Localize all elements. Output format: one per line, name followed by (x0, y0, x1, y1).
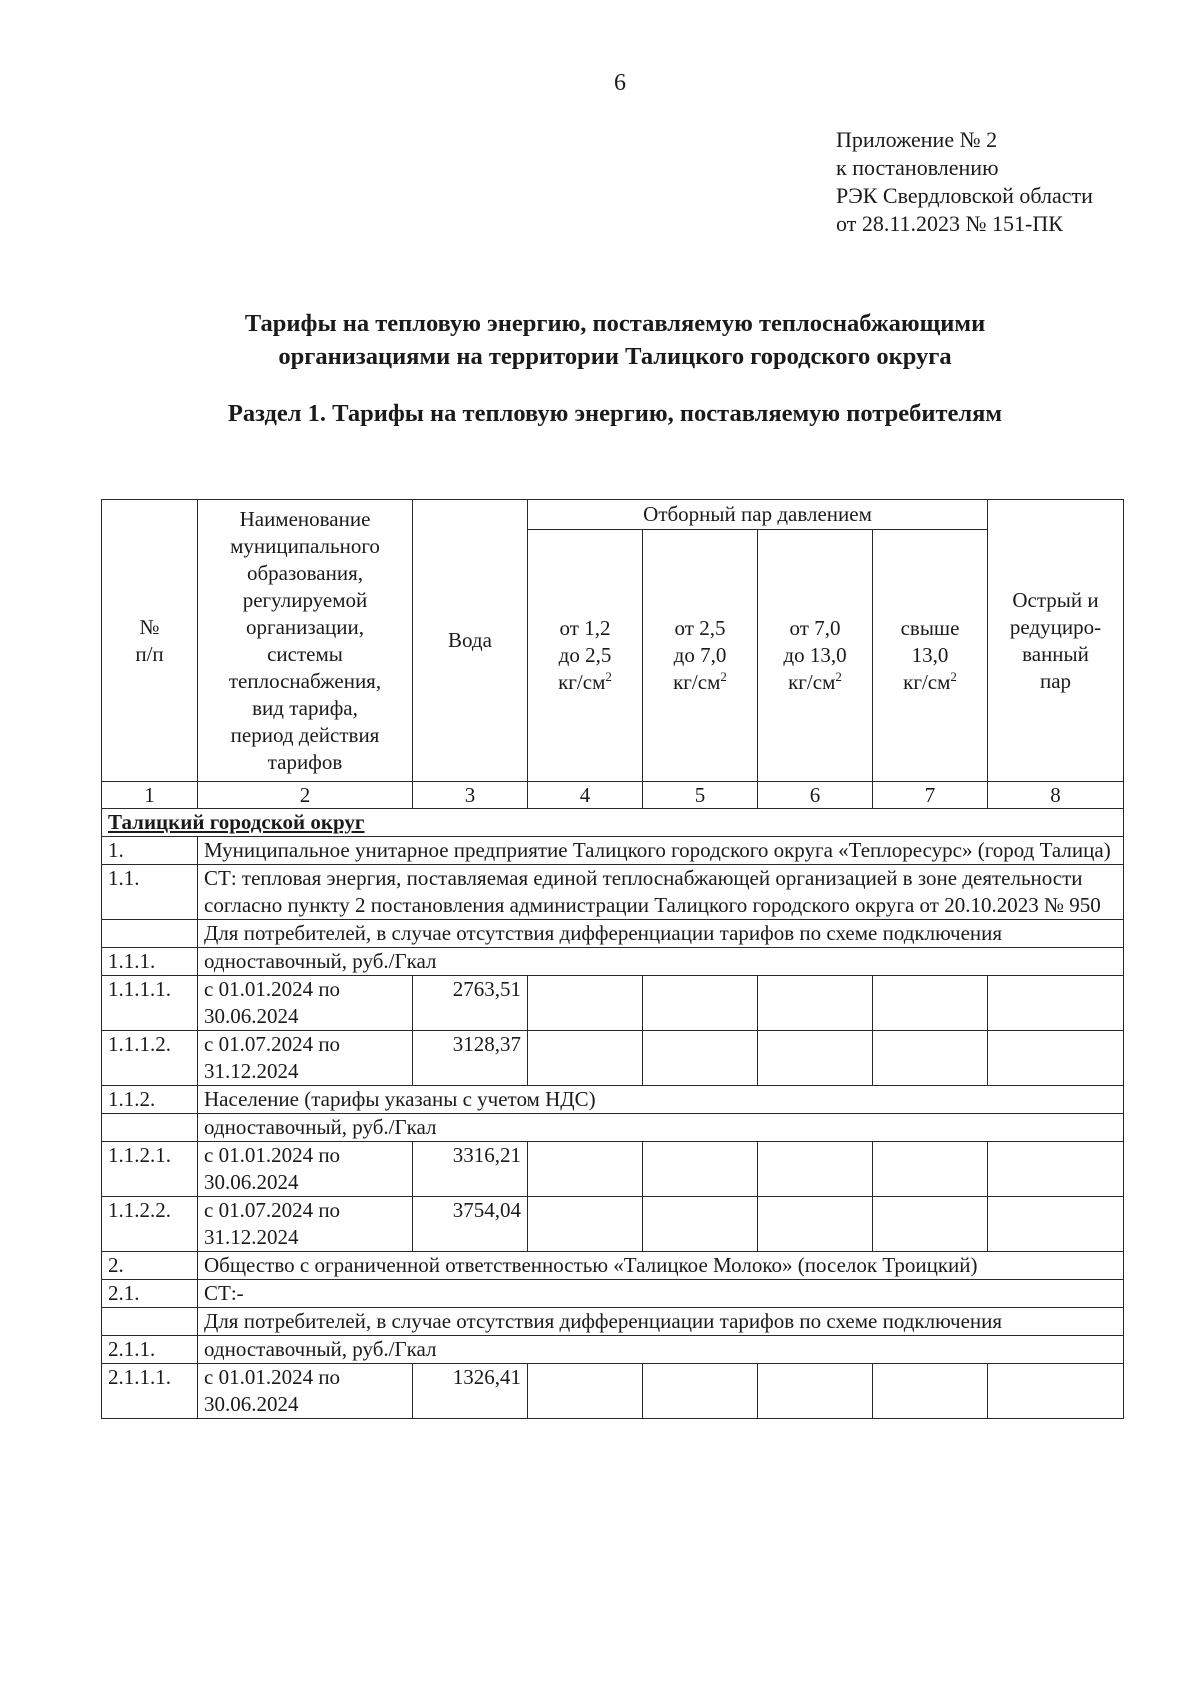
row-number: 1.1.2.1. (102, 1142, 198, 1197)
empty-cell (643, 1197, 758, 1252)
empty-cell (988, 1031, 1124, 1086)
tariff-value-row (102, 1142, 1124, 1197)
tariff-period: с 01.07.2024 по 31.12.2024 (198, 1031, 413, 1086)
empty-cell (988, 1364, 1124, 1419)
empty-cell (643, 1142, 758, 1197)
municipality-name: Талицкий городской округ (108, 810, 365, 834)
empty-cell (988, 1197, 1124, 1252)
empty-cell (873, 1142, 988, 1197)
empty-cell (528, 1142, 643, 1197)
table-row (102, 1252, 1124, 1280)
row-number: 1.1. (102, 865, 198, 920)
empty-cell (758, 1197, 873, 1252)
row-number: 1.1.1. (102, 948, 198, 976)
empty-cell (873, 1197, 988, 1252)
tariff-value-row (102, 1031, 1124, 1086)
row-description: Для потребителей, в случае отсутствия дифференциации тарифов по схеме подключения (198, 1308, 1124, 1336)
column-number: 4 (528, 782, 643, 809)
table-row (102, 920, 1124, 948)
tariff-value-row (102, 976, 1124, 1031)
table-row (102, 1114, 1124, 1142)
row-description: Общество с ограниченной ответственностью «Талицкое Молоко» (поселок Троицкий) (198, 1252, 1124, 1280)
water-tariff-value: 2763,51 (413, 976, 528, 1031)
empty-cell (643, 1364, 758, 1419)
header-steam-1-2-to-2-5: от 1,2 до 2,5 $кг/см^2$ (528, 530, 643, 782)
table-row (102, 837, 1124, 865)
tariff-period: с 01.07.2024 по 31.12.2024 (198, 1197, 413, 1252)
empty-cell (643, 1031, 758, 1086)
header-steam-7-0-to-13-0: от 7,0 до 13,0 $кг/см^2$ (758, 530, 873, 782)
table-row (102, 1086, 1124, 1114)
header-water: Вода (413, 500, 528, 782)
column-number: 6 (758, 782, 873, 809)
column-number: 2 (198, 782, 413, 809)
tariff-value-row (102, 1197, 1124, 1252)
empty-cell (873, 976, 988, 1031)
empty-cell (988, 1142, 1124, 1197)
appendix-block (836, 126, 1093, 238)
table-row (102, 1308, 1124, 1336)
row-description: Для потребителей, в случае отсутствия дифференциации тарифов по схеме подключения (198, 920, 1124, 948)
empty-cell (758, 1364, 873, 1419)
water-tariff-value: 3754,04 (413, 1197, 528, 1252)
column-number: 5 (643, 782, 758, 809)
column-number-row (102, 782, 1124, 809)
document-title (120, 307, 1110, 373)
header-steam-above-13-0: свыше 13,0 $кг/см^2$ (873, 530, 988, 782)
row-number (102, 1308, 198, 1336)
appendix-line: к постановлению (836, 155, 999, 180)
appendix-line: Приложение № 2 (836, 127, 998, 152)
row-description: Муниципальное унитарное предприятие Талицкого городского округа «Теплоресурс» (город Талица) (198, 837, 1124, 865)
tariff-period: с 01.01.2024 по 30.06.2024 (198, 1142, 413, 1197)
municipality-row (102, 809, 1124, 837)
table-row (102, 1280, 1124, 1308)
row-number (102, 1114, 198, 1142)
empty-cell (758, 1031, 873, 1086)
header-number: № п/п (102, 500, 198, 782)
tariff-value-row (102, 1364, 1124, 1419)
row-description: одноставочный, руб./Гкал (198, 1336, 1124, 1364)
empty-cell (873, 1364, 988, 1419)
row-description: Население (тарифы указаны с учетом НДС) (198, 1086, 1124, 1114)
appendix-line: РЭК Свердловской области (836, 183, 1093, 208)
table-row (102, 1336, 1124, 1364)
column-number: 3 (413, 782, 528, 809)
row-description: одноставочный, руб./Гкал (198, 948, 1124, 976)
appendix-line: от 28.11.2023 № 151-ПК (836, 211, 1063, 236)
empty-cell (528, 976, 643, 1031)
empty-cell (528, 1197, 643, 1252)
row-number: 1.1.2. (102, 1086, 198, 1114)
tariff-period: с 01.01.2024 по 30.06.2024 (198, 976, 413, 1031)
water-tariff-value: 1326,41 (413, 1364, 528, 1419)
header-name: Наименование муниципального образования, регулируемой организации, системы теплоснабжения, вид тарифа, период действия тарифов (198, 500, 413, 782)
row-number: 2. (102, 1252, 198, 1280)
row-number: 1.1.2.2. (102, 1197, 198, 1252)
row-description: СТ: тепловая энергия, поставляемая единой теплоснабжающей организацией в зоне деятельности согласно пункту 2 постановления администрации Талицкого городского округа от 20.10.2023 № 950 (198, 865, 1124, 920)
row-number: 1.1.1.2. (102, 1031, 198, 1086)
header-steam-2-5-to-7-0: от 2,5 до 7,0 $кг/см^2$ (643, 530, 758, 782)
column-number: 8 (988, 782, 1124, 809)
empty-cell (873, 1031, 988, 1086)
row-description: одноставочный, руб./Гкал (198, 1114, 1124, 1142)
row-number (102, 920, 198, 948)
column-number: 7 (873, 782, 988, 809)
tariff-table (101, 499, 1124, 1419)
row-number: 2.1. (102, 1280, 198, 1308)
table-row (102, 865, 1124, 920)
empty-cell (643, 976, 758, 1031)
tariff-period: с 01.01.2024 по 30.06.2024 (198, 1364, 413, 1419)
row-number: 2.1.1. (102, 1336, 198, 1364)
page-number: 6 (614, 70, 626, 96)
table-row (102, 948, 1124, 976)
empty-cell (528, 1364, 643, 1419)
row-description: СТ:- (198, 1280, 1124, 1308)
empty-cell (528, 1031, 643, 1086)
water-tariff-value: 3128,37 (413, 1031, 528, 1086)
document-title-line: Тарифы на тепловую энергию, поставляемую теплоснабжающими (244, 310, 986, 337)
empty-cell (758, 976, 873, 1031)
empty-cell (758, 1142, 873, 1197)
header-steam-group: Отборный пар давлением (528, 500, 988, 530)
document-title-line: организациями на территории Талицкого городского округа (278, 343, 952, 370)
empty-cell (988, 976, 1124, 1031)
row-number: 1.1.1.1. (102, 976, 198, 1031)
row-number: 2.1.1.1. (102, 1364, 198, 1419)
column-number: 1 (102, 782, 198, 809)
row-number: 1. (102, 837, 198, 865)
header-live-steam: Острый и редуциро- ванный пар (988, 500, 1124, 782)
section-title: Раздел 1. Тарифы на тепловую энергию, поставляемую потребителям (227, 400, 1003, 427)
water-tariff-value: 3316,21 (413, 1142, 528, 1197)
